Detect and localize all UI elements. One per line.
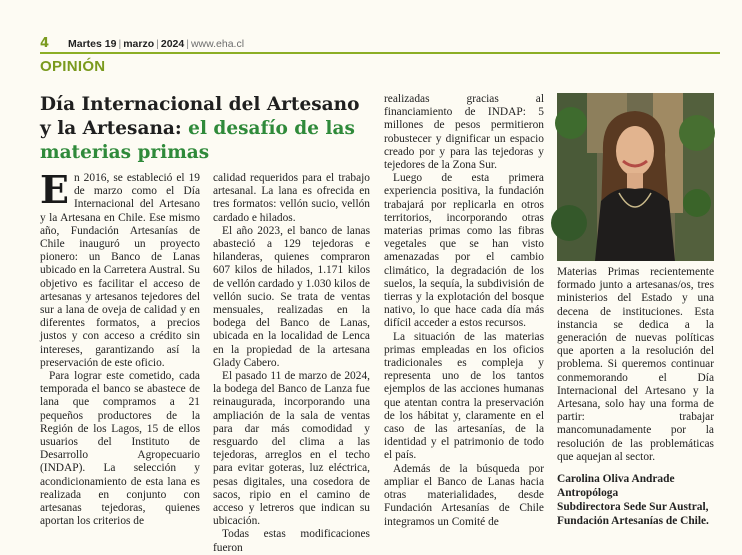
paragraph [40,167,200,370]
date-month: marzo [123,38,155,50]
headline-main: Día Internacional del Artesano y la Artesana: [40,94,360,139]
paragraph-text: n 2016, se estableció el 19 de marzo como el Día Internacional del Artesano y la Artesana en Chile. Ese mismo año, Fundación Artesanías de Chile inauguró un proyecto pionero: un Banco de Lanas ubicado en la Carretera Austral. Su objetivo es facilitar el acceso de artesanas y artesanos tejedores del sur a lana de oveja de calidad y en diferentes formatos, a precios justos y con acceso a crédito sin intereses, garantizando así la preservación de este oficio. [40,172,200,369]
header-rule [40,52,720,54]
paragraph: El año 2023, el banco de lanas abasteció a 129 tejedoras e hilanderas, quienes compraron 607 kilos de hilados, 1.171 kilos de vellón cardado y 1.030 kilos de vellón sucio. Se trata de ventas mensuales, realizadas en la bodega del Banco de Lanas, ubicada en la localidad de Lenca en la propiedad de la artesana Glady Cabero. [213,224,370,369]
article-column-1 [40,167,200,532]
page-header [0,0,742,56]
author-signature [557,472,714,528]
dateline: Martes 19 | marzo | 2024 | www.eha.cl [68,38,245,50]
paragraph: Materias Primas recientemente formado junto a artesanas/os, tres ministerios del Estado y una decena de instituciones. Esta instancia se dedica a la generación de nuevas políticas que aporten a la resolución del problema. Si queremos continuar conmemorando el Día Internacional del Artesano y la Artesana, solo hay una forma de partir: trabajar mancomunadamente por la resolución de las problemáticas que aquejan al sector. [557,266,714,463]
website-link[interactable]: www.eha.cl [190,38,245,50]
paragraph: La situación de las materias primas empleadas en los oficios tradicionales es compleja y representa uno de los tantos ejemplos de las acciones humanas que atentan contra la preservación de los hábitat y, claramente en el caso de las artesanías, de la identidad y el patrimonio de todo el país. [384,330,544,462]
paragraph: Para lograr este cometido, cada temporada el banco se abastece de lana que compramos a 21 pequeños productores de la Región de los Lagos, 15 de ellos usuarios del Instituto de Desarrollo Agropecuario (INDAP). La selección y acondicionamiento de esta lana es realizada en conjunto con artesanas tejedoras, quienes aportan los criterios de [40,370,200,528]
paragraph: realizadas gracias al financiamiento de INDAP: 5 millones de pesos permitieron robustecer y dignificar un espacio creado por y para las tejedoras y tejedores de la Zona Sur. [384,93,544,172]
drop-cap: E [40,167,69,212]
author-name: Carolina Oliva Andrade [557,473,675,486]
date-year: 2024 [160,38,185,50]
paragraph: Luego de esta primera experiencia positiva, la fundación trabajará por replicarla en otros territorios, incorporando otras materias primas como las fibras vegetales que se han visto amenazadas por el cambio climático, la degradación de los suelos, la sequía, la subdivisión de tierras y la explotación del bosque nativo, lo que hace cada día más difícil acceder a estos recursos. [384,172,544,330]
date-day: Martes 19 [68,38,117,50]
paragraph: Todas estas modificaciones fueron [213,528,370,554]
section-title: OPINIÓN [40,58,106,75]
article-headline [40,93,370,165]
paragraph: El pasado 11 de marzo de 2024, la bodega del Banco de Lanza fue reinaugurada, incorporando una ampliación de la sala de ventas para dar más comodidad y resguardo del clima a las tejedoras, arreglos en el techo para evitar goteras, luz eléctrica, pesas digitales, una cosedora de sacos, ripio en el camino de acceso y letreros que indican su ubicación. [213,370,370,528]
portrait-illustration [557,93,714,261]
author-position: Subdirectora Sede Sur Austral, Fundación Artesanías de Chile. [557,501,709,528]
article-column-2 [213,172,370,554]
author-role: Antropóloga [557,487,619,500]
article-column-3 [384,93,544,532]
headline-highlight: el desafío de las materias primas [40,118,355,163]
author-portrait [557,93,714,261]
page-number: 4 [40,36,50,51]
paragraph: Además de la búsqueda por ampliar el Banco de Lanas hacia otras materialidades, desde Fundación Artesanías de Chile integramos un Comité de [384,462,544,528]
paragraph: calidad requeridos para el trabajo artesanal. La lana es ofrecida en tres formatos: vellón sucio, vellón cardado e hilados. [213,172,370,224]
article-column-4 [557,266,714,532]
